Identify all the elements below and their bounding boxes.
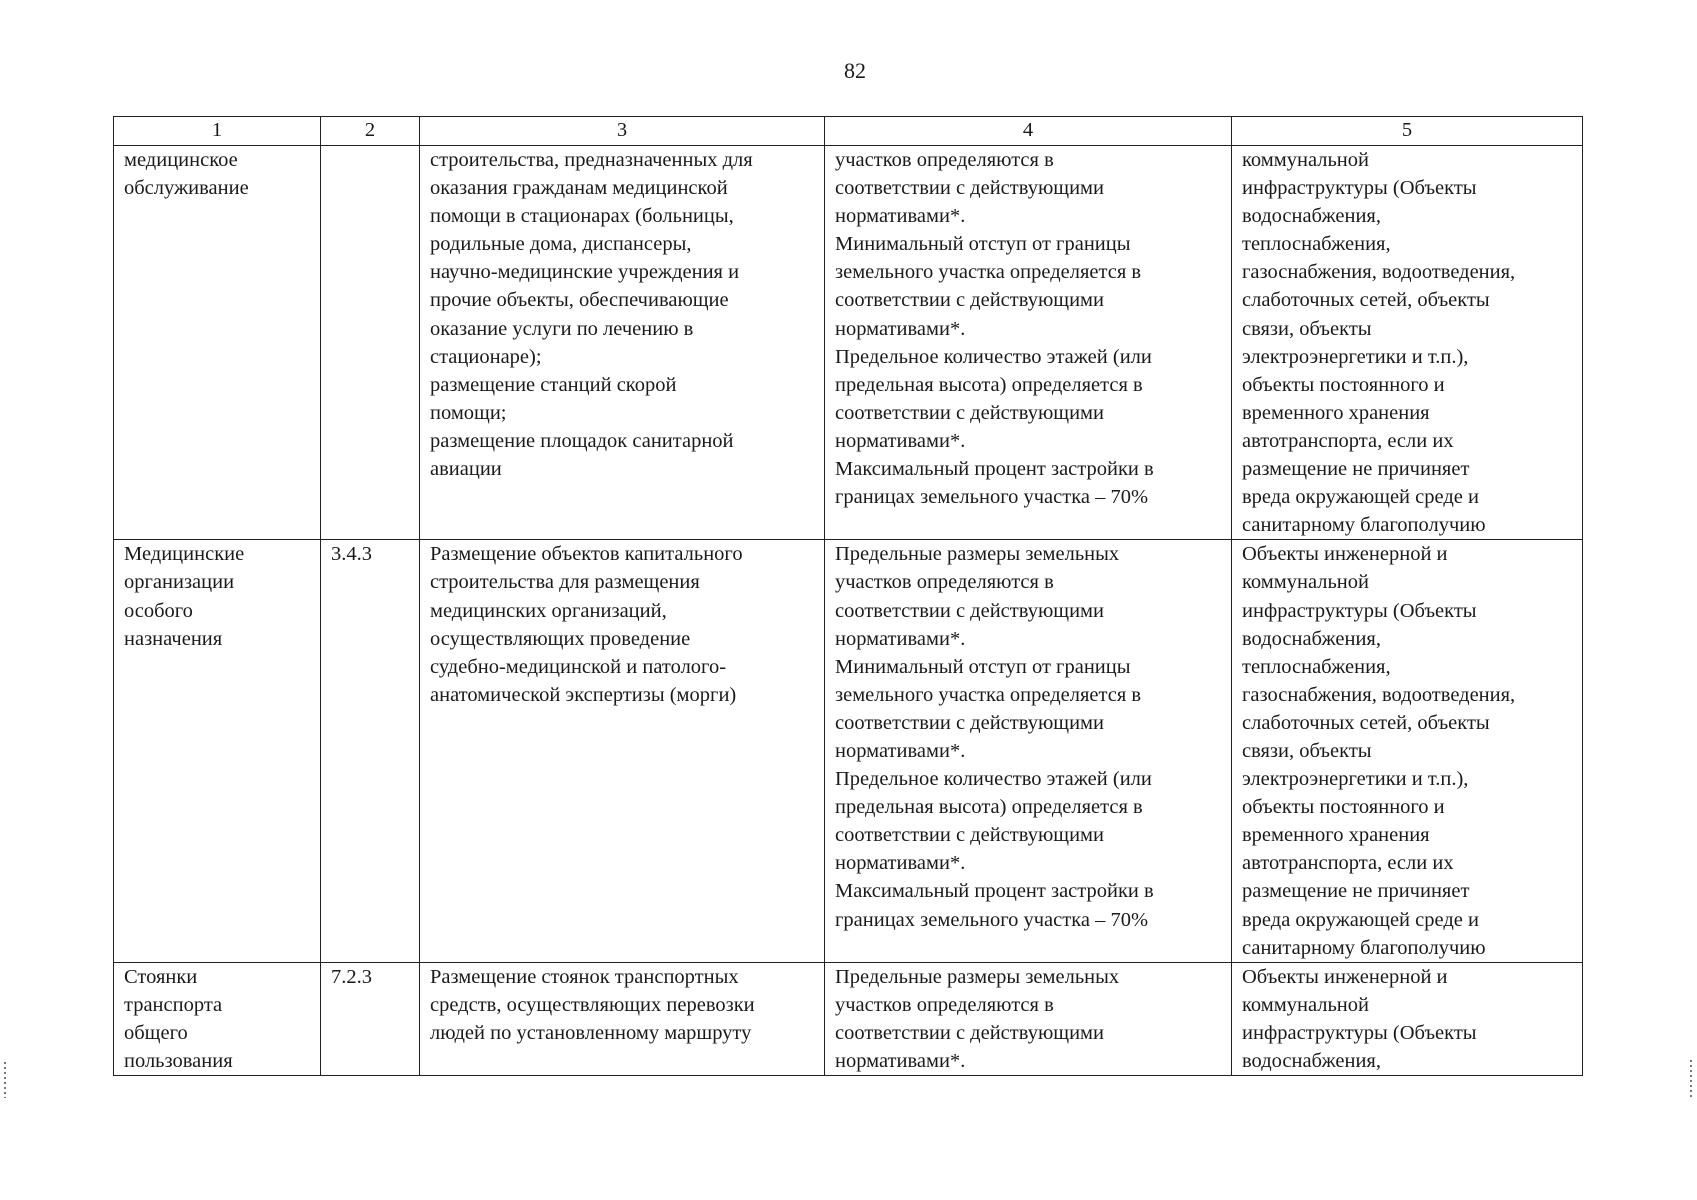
- table-row: [114, 146, 1583, 540]
- scan-edge-mark-right: [1690, 1060, 1692, 1098]
- auxiliary-uses-cell: Объекты инженерной и коммунальной инфраструктуры (Объекты водоснабжения, теплоснабжения, газоснабжения, водоотведения, слаботочных сетей, объекты связи, объекты электроэнергетики и т.п.), объекты постоянного и временного хранения автотранспорта, если их размещение не причиняет вреда окружающей среде и санитарному благополучию: [1232, 540, 1583, 962]
- column-header-5: 5: [1232, 117, 1583, 146]
- column-header-4: 4: [825, 117, 1232, 146]
- column-header-3: 3: [420, 117, 825, 146]
- table-row: [114, 962, 1583, 1075]
- use-description-cell: строительства, предназначенных для оказания гражданам медицинской помощи в стационарах (больницы, родильные дома, диспансеры, научно-медицинские учреждения и прочие объекты, обеспечивающие оказание услуги по лечению в стационаре); размещение станций скорой помощи; размещение площадок санитарной авиации: [420, 146, 825, 540]
- table-row: [114, 540, 1583, 962]
- use-code-cell: 3.4.3: [321, 540, 420, 962]
- page-number: 82: [844, 58, 866, 83]
- use-name-cell: Медицинские организации особого назначения: [114, 540, 321, 962]
- use-name-cell: Стоянки транспорта общего пользования: [114, 962, 321, 1075]
- auxiliary-uses-cell: Объекты инженерной и коммунальной инфраструктуры (Объекты водоснабжения,: [1232, 962, 1583, 1075]
- use-name-cell: медицинское обслуживание: [114, 146, 321, 540]
- use-description-cell: Размещение стоянок транспортных средств, осуществляющих перевозки людей по установленному маршруту: [420, 962, 825, 1075]
- use-code-cell: [321, 146, 420, 540]
- auxiliary-uses-cell: коммунальной инфраструктуры (Объекты водоснабжения, теплоснабжения, газоснабжения, водоотведения, слаботочных сетей, объекты связи, объекты электроэнергетики и т.п.), объекты постоянного и временного хранения автотранспорта, если их размещение не причиняет вреда окружающей среде и санитарному благополучию: [1232, 146, 1583, 540]
- scan-edge-mark-left: [4, 1062, 6, 1098]
- use-description-cell: Размещение объектов капитального строительства для размещения медицинских организаций, осуществляющих проведение судебно-медицинской и патолого- анатомической экспертизы (морги): [420, 540, 825, 962]
- table-header-row: [114, 117, 1583, 146]
- column-header-1: 1: [114, 117, 321, 146]
- column-header-2: 2: [321, 117, 420, 146]
- parameters-cell: Предельные размеры земельных участков определяются в соответствии с действующими нормативами*.: [825, 962, 1232, 1075]
- parameters-cell: участков определяются в соответствии с действующими нормативами*. Минимальный отступ от границы земельного участка определяется в соответствии с действующими нормативами*. Предельное количество этажей (или предельная высота) определяется в соответствии с действующими нормативами*. Максимальный процент застройки в границах земельного участка – 70%: [825, 146, 1232, 540]
- parameters-cell: Предельные размеры земельных участков определяются в соответствии с действующими нормативами*. Минимальный отступ от границы земельного участка определяется в соответствии с действующими нормативами*. Предельное количество этажей (или предельная высота) определяется в соответствии с действующими нормативами*. Максимальный процент застройки в границах земельного участка – 70%: [825, 540, 1232, 962]
- regulations-table: [113, 116, 1583, 1076]
- use-code-cell: 7.2.3: [321, 962, 420, 1075]
